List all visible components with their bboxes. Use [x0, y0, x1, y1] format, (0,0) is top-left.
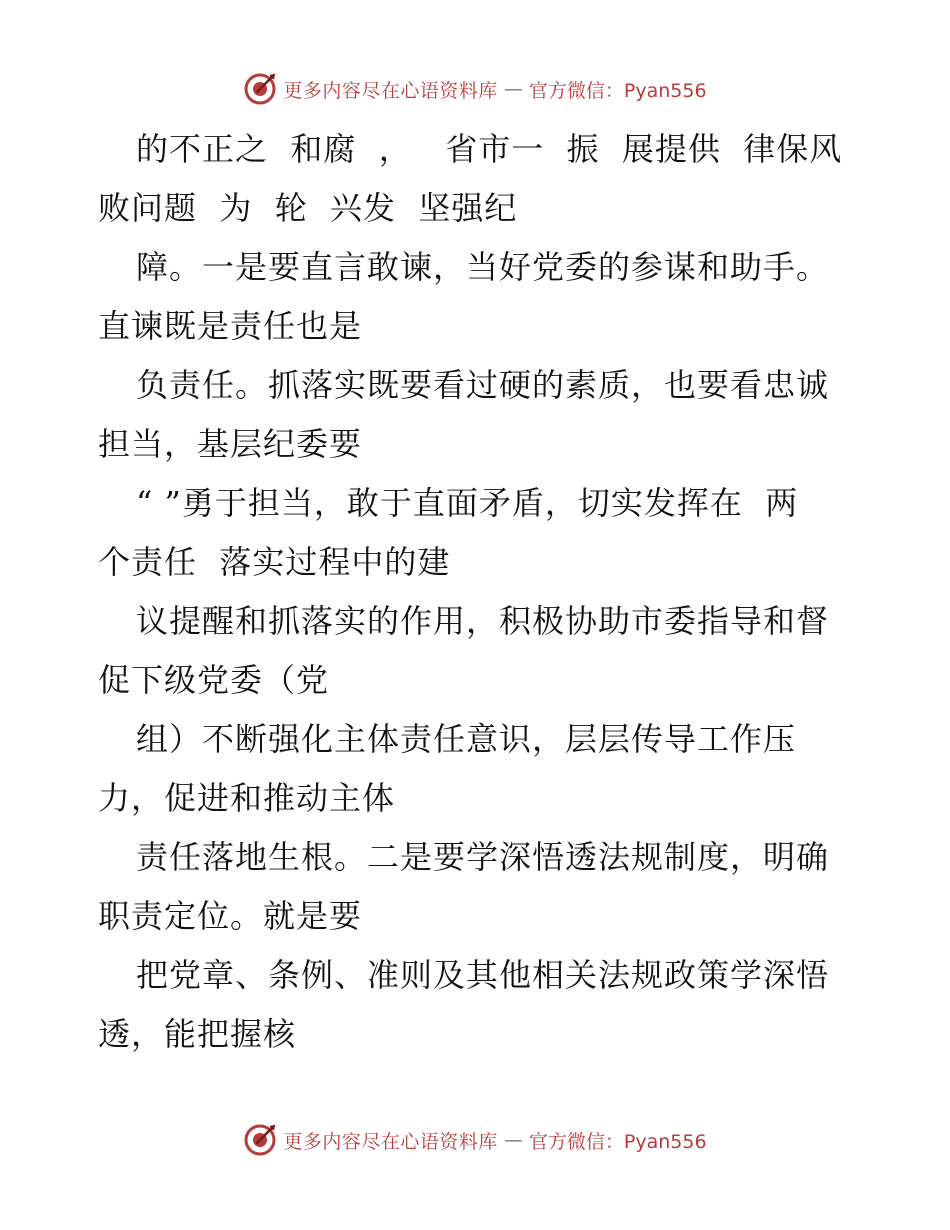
- paragraph-8: [98, 946, 858, 1064]
- paragraph-line: 直谏既是责任也是: [98, 307, 363, 345]
- paragraph-7: [98, 828, 858, 946]
- paragraph-1: [98, 120, 858, 238]
- logo-icon: [243, 1123, 277, 1157]
- paragraph-line: 障。一是要直言敢谏，当好党委的参谋和助手。: [136, 248, 830, 286]
- paragraph-line: 组）不断强化主体责任意识，层层传导工作压: [136, 720, 797, 758]
- paragraph-line: 促下级党委（党: [98, 661, 330, 699]
- paragraph-5: [98, 592, 858, 710]
- banner-title: 更多内容尽在心语资料库: [283, 1130, 498, 1153]
- banner-wechat: 官方微信：Pyan556: [528, 1130, 707, 1153]
- document-body: [98, 120, 858, 1064]
- paragraph-line: 担当，基层纪委要: [98, 425, 363, 463]
- paragraph-line: 个责任 落实过程中的建: [98, 543, 451, 581]
- paragraph-line: 责任落地生根。二是要学深悟透法规制度，明确: [136, 838, 830, 876]
- paragraph-line: 败问题 为 轮 兴发 坚强纪: [98, 189, 518, 227]
- banner-title: 更多内容尽在心语资料库: [283, 79, 498, 102]
- banner-separator: —: [503, 78, 523, 100]
- banner-wechat: 官方微信：Pyan556: [528, 79, 707, 102]
- paragraph-line: 议提醒和抓落实的作用，积极协助市委指导和督: [136, 602, 830, 640]
- paragraph-line: 透，能把握核: [98, 1015, 297, 1053]
- paragraph-line: “ ”勇于担当，敢于直面矛盾，切实发挥在 两: [136, 484, 799, 522]
- paragraph-line: 职责定位。就是要: [98, 897, 363, 935]
- paragraph-line: 的不正之 和腐 ， 省市一 振 展提供 律保风: [136, 130, 843, 168]
- paragraph-6: [98, 710, 858, 828]
- header-banner: [0, 72, 950, 106]
- paragraph-line: 负责任。抓落实既要看过硬的素质，也要看忠诚: [136, 366, 830, 404]
- paragraph-4: [98, 474, 858, 592]
- paragraph-3: [98, 356, 858, 474]
- paragraph-2: [98, 238, 858, 356]
- logo-icon: [243, 72, 277, 106]
- paragraph-line: 把党章、条例、准则及其他相关法规政策学深悟: [136, 956, 830, 994]
- paragraph-line: 力，促进和推动主体: [98, 779, 396, 817]
- footer-banner: [0, 1123, 950, 1157]
- banner-separator: —: [503, 1129, 523, 1151]
